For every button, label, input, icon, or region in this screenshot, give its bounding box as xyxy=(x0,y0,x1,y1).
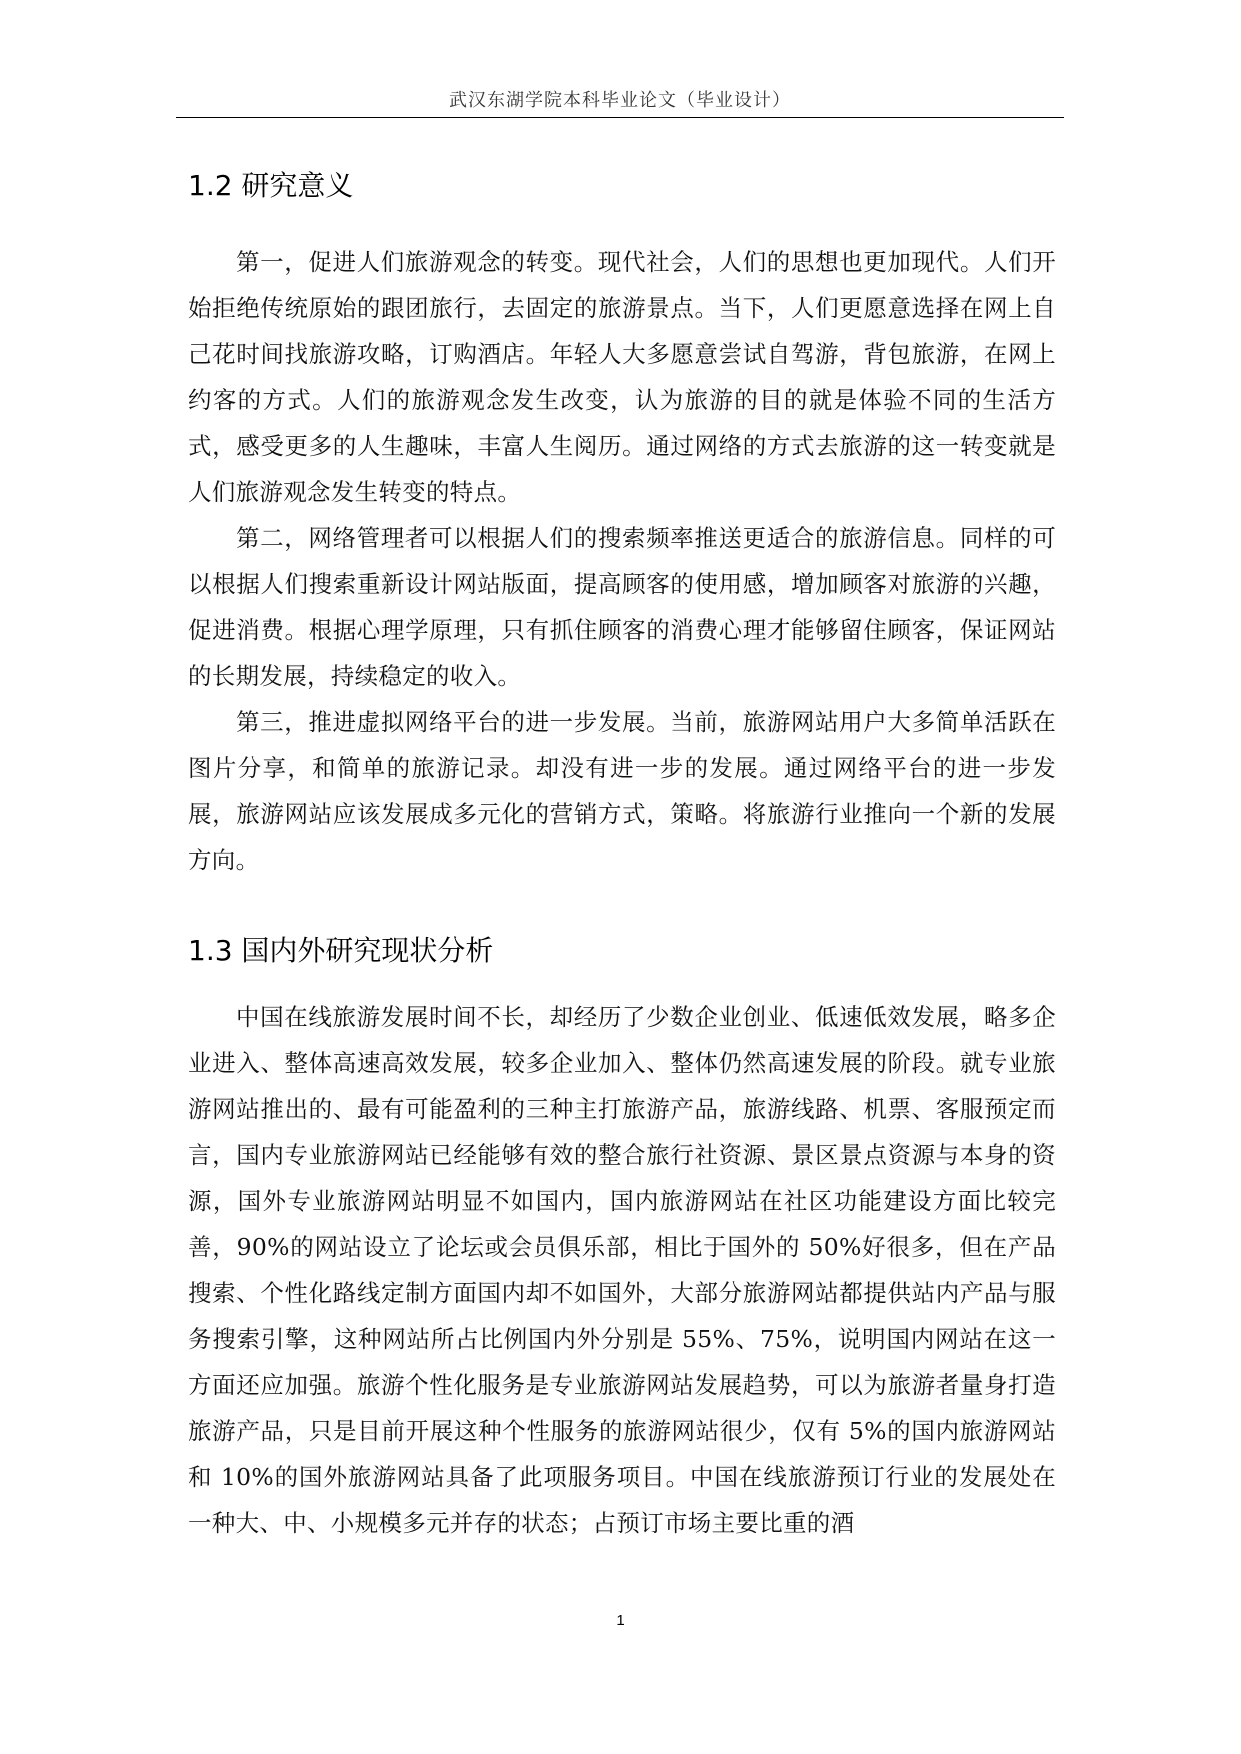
section-heading-1-2: 1.2 研究意义 xyxy=(188,169,354,202)
page-number: 1 xyxy=(616,1612,625,1629)
running-header: 武汉东湖学院本科毕业论文（毕业设计） xyxy=(449,90,791,111)
paragraph: 中国在线旅游发展时间不长，却经历了少数企业创业、低速低效发展，略多企业进入、整体高速高效发展，较多企业加入、整体仍然高速发展的阶段。就专业旅游网站推出的、最有可能盈利的三种主打旅游产品，旅游线路、机票、客服预定而言，国内专业旅游网站已经能够有效的整合旅行社资源、景区景点资源与本身的资源，国外专业旅游网站明显不如国内，国内旅游网站在社区功能建设方面比较完善，90%的网站设立了论坛或会员俱乐部，相比于国外的 50%好很多，但在产品搜索、个性化路线定制方面国内却不如国外，大部分旅游网站都提供站内产品与服务搜索引擎，这种网站所占比例国内外分别是 55%、75%，说明国内网站在这一方面还应加强。旅游个性化服务是专业旅游网站发展趋势，可以为旅游者量身打造旅游产品，只是目前开展这种个性服务的旅游网站很少，仅有 5%的国内旅游网站和 10%的国外旅游网站具备了此项服务项目。中国在线旅游预订行业的发展处在一种大、中、小规模多元并存的状态；占预订市场主要比重的酒 xyxy=(188,1003,1056,1537)
section-heading-1-3: 1.3 国内外研究现状分析 xyxy=(188,934,494,967)
header-divider xyxy=(176,117,1064,118)
paragraph: 第二，网络管理者可以根据人们的搜索频率推送更适合的旅游信息。同样的可以根据人们搜索重新设计网站版面，提高顾客的使用感，增加顾客对旅游的兴趣，促进消费。根据心理学原理，只有抓住顾客的消费心理才能够留住顾客，保证网站的长期发展，持续稳定的收入。 xyxy=(188,524,1056,690)
paragraph: 第三，推进虚拟网络平台的进一步发展。当前，旅游网站用户大多简单活跃在图片分享，和简单的旅游记录。却没有进一步的发展。通过网络平台的进一步发展，旅游网站应该发展成多元化的营销方式，策略。将旅游行业推向一个新的发展方向。 xyxy=(188,708,1056,874)
paragraph: 第一，促进人们旅游观念的转变。现代社会，人们的思想也更加现代。人们开始拒绝传统原始的跟团旅行，去固定的旅游景点。当下，人们更愿意选择在网上自己花时间找旅游攻略，订购酒店。年轻人大多愿意尝试自驾游，背包旅游，在网上约客的方式。人们的旅游观念发生改变，认为旅游的目的就是体验不同的生活方式，感受更多的人生趣味，丰富人生阅历。通过网络的方式去旅游的这一转变就是人们旅游观念发生转变的特点。 xyxy=(188,248,1056,506)
